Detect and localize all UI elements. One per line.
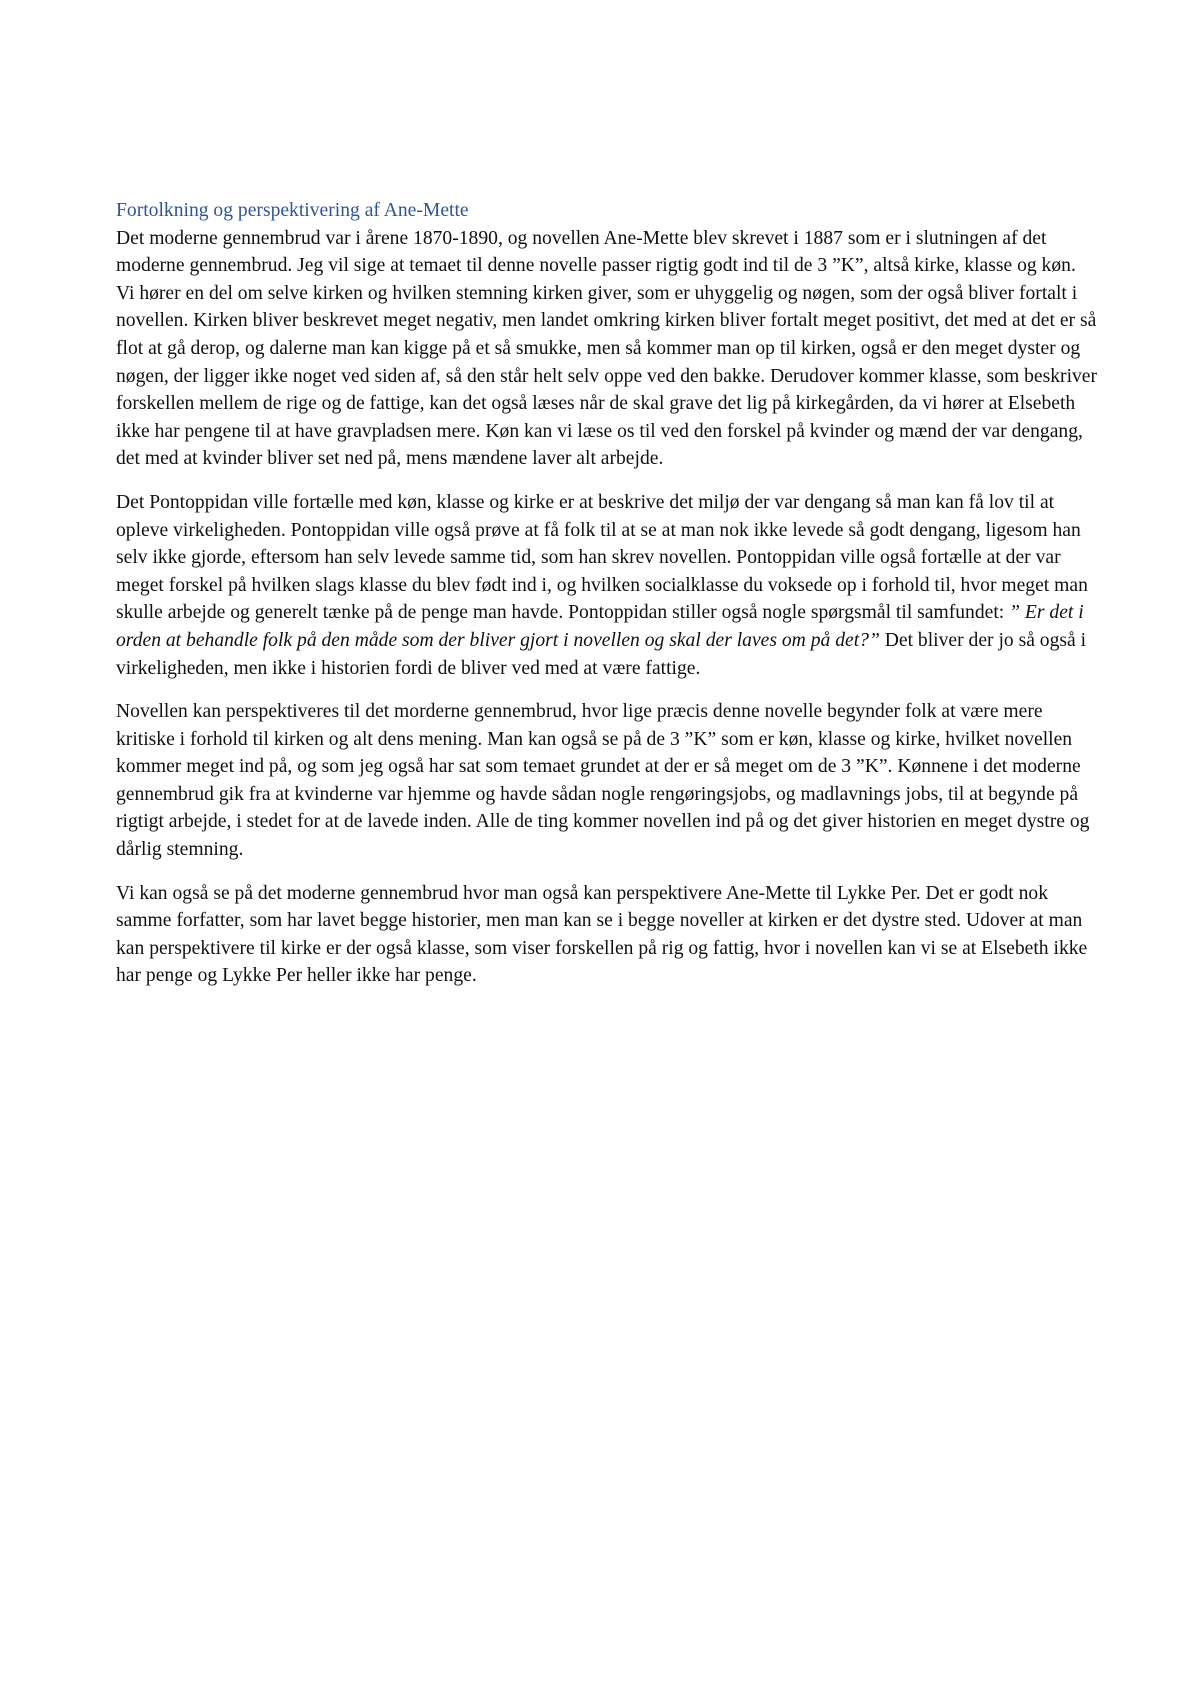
paragraph-2-text-after: Det bliver der jo så også i virkeligheden, men ikke i historien fordi de bliver ved med at være fattige. [116,629,1087,679]
paragraph-2 [116,489,1098,682]
paragraph-2-quote: ” Er det i orden at behandle folk på den måde som der bliver gjort i novellen og skal der laves om på det?” [116,602,1084,651]
paragraph-2-text-before: Det Pontoppidan ville fortælle med køn, klasse og kirke er at beskrive det miljø der var dengang så man kan få lov til at opleve virkeligheden. Pontoppidan ville også prøve at få folk til at se at man nok ikke levede så godt dengang, ligesom han selv ikke gjorde, eftersom han selv levede samme tid, som han skrev novellen. Pontoppidan ville også fortælle at der var meget forskel på hvilken slags klasse du blev født ind i, og hvilken socialklasse du voksede op i forhold til, hvor meget man skulle arbejde og generelt tænke på de penge man havde. Pontoppidan stiller også nogle spørgsmål til samfundet: [116,491,1088,624]
document-heading: Fortolkning og perspektivering af Ane-Mette [116,200,469,221]
paragraph-1: Det moderne gennembrud var i årene 1870-1890, og novellen Ane-Mette blev skrevet i 1887 som er i slutningen af det moderne gennembrud. Jeg vil sige at temaet til denne novelle passer rigtig godt ind til de 3 ”K”, altså kirke, klasse og køn. Vi hører en del om selve kirken og hvilken stemning kirken giver, som er uhyggelig og nøgen, som der også bliver fortalt i novellen. Kirken bliver beskrevet meget negativ, men landet omkring kirken bliver fortalt meget positivt, det med at det er så flot at gå derop, og dalerne man kan kigge på et så smukke, men så kommer man op til kirken, også er den meget dyster og nøgen, der ligger ikke noget ved siden af, så den står helt selv oppe ved den bakke. Derudover kommer klasse, som beskriver forskellen mellem de rige og de fattige, kan det også læses når de skal grave det lig på kirkegården, da vi hører at Elsebeth ikke har pengene til at have gravpladsen mere. Køn kan vi læse os til ved den forskel på kvinder og mænd der var dengang, det med at kvinder bliver set ned på, mens mændene laver alt arbejde. [116,227,1098,470]
document-body [116,197,1098,1006]
paragraph-3: Novellen kan perspektiveres til det morderne gennembrud, hvor lige præcis denne novelle begynder folk at være mere kritiske i forhold til kirken og alt dens mening. Man kan også se på de 3 ”K” som er køn, klasse og kirke, hvilket novellen kommer meget ind på, og som jeg også har sat som temaet grundet at der er så meget om de 3 ”K”. Kønnene i det moderne gennembrud gik fra at kvinderne var hjemme og havde sådan nogle rengøringsjobs, og madlavnings jobs, til at begynde på rigtigt arbejde, i stedet for at de lavede inden. Alle de ting kommer novellen ind på og det giver historien en meget dystre og dårlig stemning. [116,701,1090,861]
paragraph-4: Vi kan også se på det moderne gennembrud hvor man også kan perspektivere Ane-Mette til Lykke Per. Det er godt nok samme forfatter, som har lavet begge historier, men man kan se i begge noveller at kirken er det dystre sted. Udover at man kan perspektivere til kirke er der også klasse, som viser forskellen på rig og fattig, hvor i novellen kan vi se at Elsebeth ikke har penge og Lykke Per heller ikke har penge. [116,882,1088,987]
